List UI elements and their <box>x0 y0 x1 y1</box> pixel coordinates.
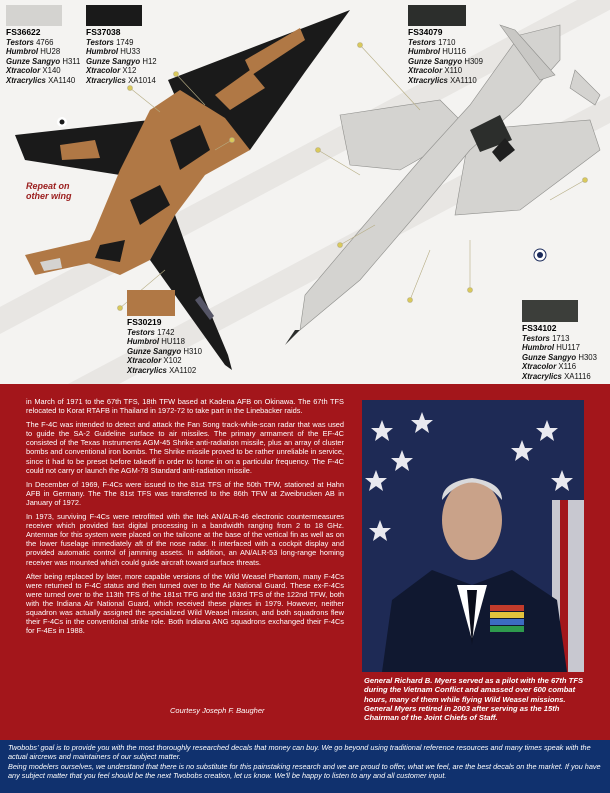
paint-fs34079: FS34079 Testors 1710 Humbrol HU116 Gunze Sangyo H309 Xtracolor X110 Xtracrylics XA1110 <box>408 27 483 85</box>
paint-code: FS34079 <box>408 27 443 37</box>
history-paragraph: After being replaced by later, more capable versions of the Wild Weasel Phantom, many F-4Cs were returned to F-4C status and then turned over to the Air National Guard. These ex-F-4Cs were turned over to the 113th TFS of the 181st TFG and the 163rd TFS of the 122nd TFW, both with the Indiana Air National Guard, which received these planes in 1979. However, neither squadron was actually assigned the specialized Wild Weasel mission, and both squadrons flew their F-4Cs in the conventional strike role. Both Indiana ANG squadrons exchanged their F-4Cs for F-4Es in 1988. <box>26 571 344 636</box>
decal-placement-panel <box>0 0 610 384</box>
paint-code: FS30219 <box>127 317 162 327</box>
general-portrait <box>362 400 584 672</box>
chip-fs36622 <box>6 5 62 26</box>
paint-fs30219: FS30219 Testors 1742 Humbrol HU118 Gunze Sangyo H310 Xtracolor X102 Xtracrylics XA1102 <box>127 317 202 375</box>
footer-text <box>8 743 602 781</box>
paint-fs34102: FS34102 Testors 1713 Humbrol HU117 Gunze Sangyo H303 Xtracolor X116 Xtracrylics XA1116 <box>522 323 597 381</box>
portrait-image <box>362 400 584 672</box>
history-text <box>26 397 344 640</box>
repeat-note: Repeat on other wing <box>26 181 72 201</box>
chip-fs34079 <box>408 5 466 26</box>
chip-fs30219 <box>127 290 175 316</box>
paint-fs36622: FS36622 Testors 4766 Humbrol HU28 Gunze Sangyo H311 Xtracolor X140 Xtracrylics XA1140 <box>6 27 81 85</box>
paint-code: FS37038 <box>86 27 121 37</box>
paint-fs37038: FS37038 Testors 1749 Humbrol HU33 Gunze Sangyo H12 Xtracolor X12 Xtracrylics XA1014 <box>86 27 157 85</box>
history-paragraph: In December of 1969, F-4Cs were issued to the 81st TFS of the 50th TFW, stationed at Hahn AFB in Germany. The The 81st TFS was transferred to the 86th TFW at Zweibrucken AB in January of 1972. <box>26 479 344 507</box>
history-paragraph: in March of 1971 to the 67th TFS, 18th TFW based at Kadena AFB on Okinawa. The 67th TFS relocated to Korat RTAFB in Thailand in 1972-72 to take part in the Linebacker raids. <box>26 397 344 416</box>
history-paragraph: In 1973, surviving F-4Cs were retrofitted with the Itek AN/ALR-46 electronic countermeasures receiver which provided fast digital processing in a bandwidth ranging from 2 to 18 GHz. Antennae for this system were placed on the tailcone at the base of the vertical fin as well as on the lower fuselage immediately aft of the nose radar. It interfaced with a cockpit display and provided automatic control of jamming assets. In addition, an AN/ALR-53 long-range homing receiver was mounted which could guide aircraft toward surface threats. <box>26 512 344 567</box>
face <box>442 480 502 560</box>
chip-fs37038 <box>86 5 142 26</box>
history-paragraph: The F-4C was intended to detect and attack the Fan Song track-while-scan radar that was used to guide the SA-2 Guideline surface to air missiles. The primary armament of the EF-4C consisted of the Texas Instruments AGM-45 Shrike anti-radiation missile, plus an array of cluster bombs and conventional iron bombs. The Shrike missile proved to be rather unreliable in service, since it had to be preset before takeoff in order to home in on a particular frequency. The F-4C could not carry or launch the AGM-78 Standard anti-radiation missile. <box>26 420 344 475</box>
paint-code: FS36622 <box>6 27 41 37</box>
courtesy-credit: Courtesy Joseph F. Baugher <box>170 706 265 715</box>
footer-paragraph: Twobobs' goal is to provide you with the most thoroughly researched decals that money can buy. We go beyond using traditional reference resources and many times speak with the actual aircrews and maintainers of our subject matter. <box>8 743 591 762</box>
paint-code: FS34102 <box>522 323 557 333</box>
footer-paragraph: Being modelers ourselves, we understand that there is no substitute for this painstaking research and we are proud to offer, what we feel, are the best decals on the market. If you have any subject matter that you feel should be the next Twobobs creation, let us know. We'll be happy to listen to any and all customer input. <box>8 762 601 781</box>
portrait-caption: General Richard B. Myers served as a pilot with the 67th TFS during the Vietnam Conflict and amassed over 600 combat hours, many of them while flying Wild Weasel missions. General Myers retired in 2003 after serving as the 15th Chairman of the Joint Chiefs of Staff. <box>364 676 584 723</box>
chip-fs34102 <box>522 300 578 322</box>
